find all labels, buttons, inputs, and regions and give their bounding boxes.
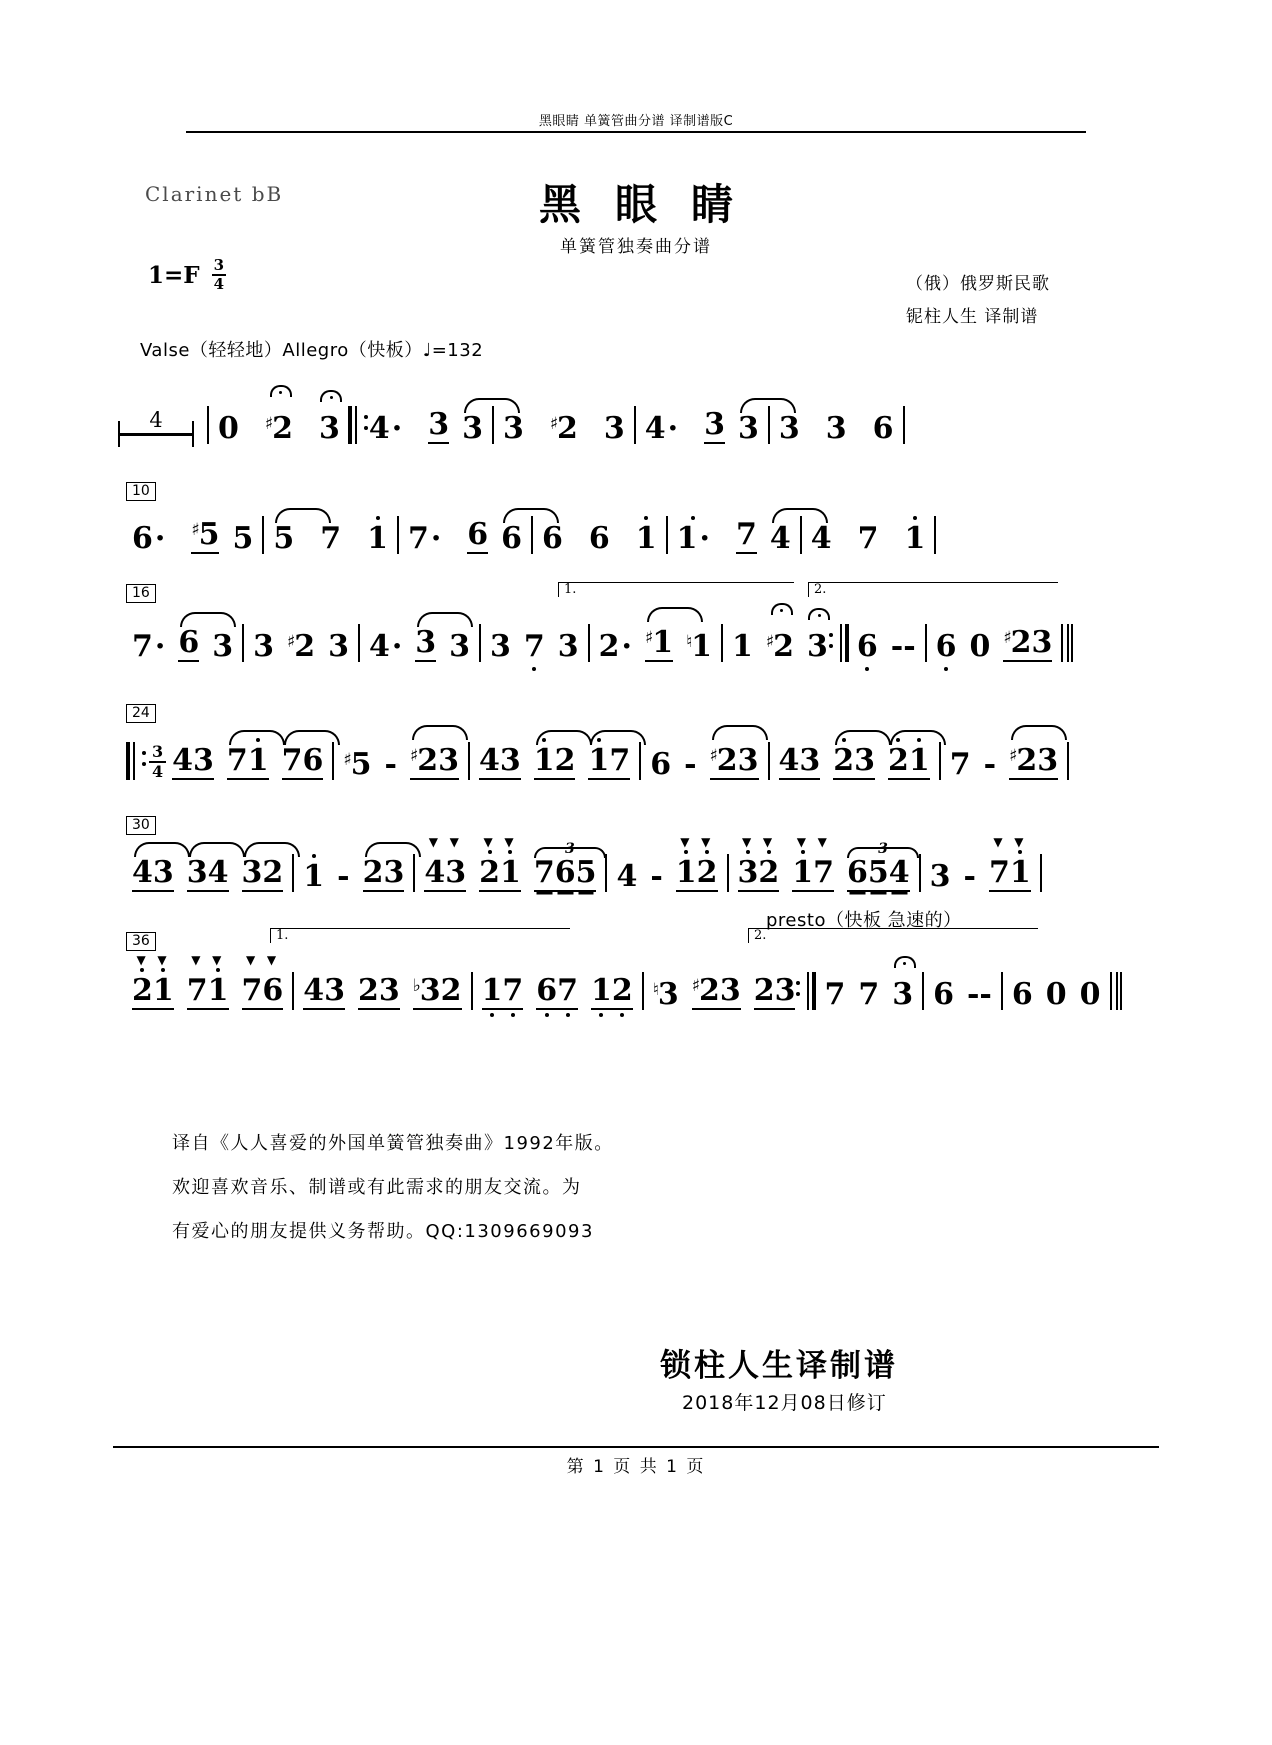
header-rule [186, 131, 1086, 133]
note: ♯2 [766, 627, 794, 662]
note: 4 · [645, 414, 678, 444]
note: 3 [193, 743, 214, 778]
triplet-bracket: 3 [847, 834, 919, 864]
note: 7 [557, 973, 579, 1008]
volta-bracket-1: 1. [270, 928, 570, 943]
note: 7 · [408, 524, 441, 554]
note: 2 [132, 973, 153, 1008]
barline [588, 624, 590, 662]
note: 2 [753, 973, 775, 1008]
note: 4 · [369, 632, 402, 662]
note: 3 [774, 973, 796, 1008]
note: 2 [358, 973, 379, 1008]
barline [666, 516, 668, 554]
note-extension: - [966, 977, 980, 1012]
note: 7 · [132, 632, 165, 662]
note: 3 [737, 743, 759, 778]
note-extension: - [979, 977, 992, 1012]
note: 7 [227, 746, 248, 780]
note: 6 [467, 517, 489, 552]
notes-block [172, 1122, 614, 1254]
note: 7 [858, 977, 880, 1012]
barline [292, 972, 294, 1010]
slur [647, 607, 703, 622]
note: 5 [232, 521, 254, 556]
final-barline [1061, 624, 1063, 662]
note-extension: - [337, 859, 350, 894]
notes-line-3: 有爱心的朋友提供义务帮助。QQ:1309669093 [172, 1221, 594, 1242]
note: 2 [888, 746, 909, 780]
barline [207, 406, 209, 444]
note: 7 [824, 977, 846, 1012]
note: 3 [807, 632, 828, 662]
repeat-end-barline [803, 972, 816, 1010]
note: 6 [872, 411, 894, 446]
note: 7 [186, 973, 208, 1008]
barline [531, 516, 533, 554]
note: 2 [696, 855, 718, 890]
barline [939, 742, 941, 780]
note: 6 [178, 628, 199, 662]
note: 1 [247, 743, 269, 778]
note: 5 [575, 855, 597, 890]
note: 3 [449, 629, 471, 664]
note: 3 [557, 629, 579, 664]
note: 1 [732, 629, 753, 664]
note: 2 [554, 743, 576, 778]
notes-line-2: 欢迎喜欢音乐、制谱或有此需求的朋友交流。为 [172, 1177, 582, 1198]
stave-line-4 [118, 705, 1154, 782]
note: 3 [253, 629, 274, 664]
note-extension: - [903, 629, 916, 664]
note: 3 [152, 855, 174, 890]
barline [413, 854, 415, 892]
barline [492, 406, 494, 444]
note: 7 [502, 973, 524, 1008]
note: 2 [262, 855, 284, 890]
barline [727, 854, 729, 892]
note: 4 · [369, 414, 402, 444]
barline [292, 854, 294, 892]
fermata-icon [894, 956, 916, 968]
note: 6 [536, 973, 558, 1008]
note: ♮3 [652, 977, 679, 1012]
slur [712, 725, 768, 740]
note: ♯5 [191, 517, 220, 552]
slur [180, 612, 236, 627]
slur [412, 725, 468, 740]
measure-number: 36 [126, 932, 156, 951]
note: 1 [207, 973, 229, 1008]
note: 3 [415, 628, 436, 662]
note: 7 [949, 747, 971, 782]
note: 3 [499, 743, 521, 778]
note: 7 [320, 521, 342, 556]
repeat-end-barline [836, 624, 849, 662]
note: 1 [908, 743, 930, 778]
time-signature-inline: $\frac{3}{4}$ [149, 744, 166, 780]
note: 7 [857, 521, 879, 556]
fermata-icon [771, 603, 793, 615]
note: ♯2 [549, 411, 578, 446]
note: 7 [523, 629, 545, 664]
subtitle: 单簧管独奏曲分谱 [560, 237, 712, 257]
note: 3 [324, 973, 345, 1008]
note: 3 [438, 743, 459, 778]
stave-line-2 [118, 483, 1154, 556]
note: 3 [929, 859, 951, 894]
barline [721, 624, 723, 662]
note: 4 [888, 855, 910, 890]
barline [925, 624, 927, 662]
measure-number: 16 [126, 584, 156, 603]
barline [768, 742, 770, 780]
repeat-start-barline [126, 742, 139, 780]
notes-line-1: 译自《人人喜爱的外国单簧管独奏曲》1992年版。 [172, 1133, 614, 1154]
note: 4 [810, 521, 832, 556]
measure-number: 24 [126, 704, 156, 723]
credits-block [906, 268, 1050, 334]
barline [634, 406, 636, 444]
note-extension: - [890, 629, 904, 664]
instrument-label: Clarinet bB [145, 182, 284, 206]
key-signature: 1=F [148, 261, 200, 289]
note: 3 6 [847, 858, 868, 892]
note: ♯2 [1003, 625, 1032, 660]
barline [934, 516, 936, 554]
note: 1 [534, 746, 555, 780]
note: 6 [933, 977, 954, 1012]
measure-number: 10 [126, 482, 156, 501]
stave-line-1 [118, 380, 1154, 444]
time-signature-denominator: 4 [213, 275, 225, 293]
note: 3 [212, 629, 234, 664]
note: 2 [440, 973, 462, 1008]
note: 6 [554, 855, 576, 890]
note: 3 [799, 743, 821, 778]
note: 3 [502, 411, 524, 446]
note: 3 [383, 855, 405, 890]
note: 3 [242, 858, 263, 892]
barline [358, 624, 360, 662]
note: ♯2 [691, 973, 720, 1008]
note: 4 [778, 743, 800, 778]
note-extension: - [963, 859, 976, 894]
note: 1 [303, 859, 325, 894]
note: 6 [588, 521, 610, 556]
credit-arranger: 铌柱人生 译制谱 [906, 307, 1039, 327]
note: 2 [479, 855, 500, 890]
note-extension: - [384, 747, 397, 782]
barline [242, 624, 244, 662]
fermata-icon [808, 608, 830, 620]
volta-bracket-1: 1. [558, 582, 794, 597]
multi-measure-rest [118, 408, 194, 444]
note: 1 [591, 973, 612, 1008]
note-extension: - [684, 747, 697, 782]
triplet-bracket: 3 [534, 834, 606, 864]
note: 3 [719, 973, 741, 1008]
note: 0 [218, 411, 239, 446]
page-footer: 第 1 页 共 1 页 [566, 1457, 706, 1477]
note: 3 [854, 743, 875, 778]
note: ♯2 [1009, 741, 1037, 780]
note: 6 [501, 524, 522, 554]
barline [1040, 854, 1042, 892]
barline [397, 516, 399, 554]
note: 3 [892, 980, 913, 1010]
note: 1 [152, 973, 174, 1008]
note: 6 [650, 747, 672, 782]
note: 6 [856, 629, 878, 664]
note: 3 [737, 855, 759, 890]
barline [468, 742, 470, 780]
note: 3 [445, 855, 467, 890]
footer-rule [113, 1446, 1159, 1448]
note: 4 [424, 855, 446, 890]
note: 1 [792, 855, 814, 890]
note: 3 [187, 858, 208, 892]
running-head: 黑眼睛 单簧管曲分谱 译制谱版C [538, 114, 734, 129]
note: 3 [378, 973, 400, 1008]
stave-line-6 [118, 928, 1154, 1012]
note: 2 [611, 973, 633, 1008]
note: 6 [935, 629, 957, 664]
note: ♯1 [645, 623, 673, 662]
note: 3 [428, 407, 450, 442]
barline [642, 972, 644, 1010]
note: 0 [1079, 977, 1101, 1012]
note: 1 [904, 521, 926, 556]
note: 6 [1011, 977, 1033, 1012]
note: 1 [588, 746, 609, 780]
note: 1 [635, 521, 657, 556]
presto-marking: presto（快板 急速的） [766, 910, 962, 931]
note: 7 [609, 743, 631, 778]
barline [768, 406, 770, 444]
signature-date: 2018年12月08日修订 [682, 1392, 887, 1414]
note: ♯2 [710, 741, 738, 780]
note: 4 [303, 973, 325, 1008]
note: 4 [132, 858, 153, 892]
note: 3 [490, 629, 511, 664]
key-and-time-signature [148, 258, 226, 292]
time-signature-numerator: 3 [213, 256, 225, 274]
barline [639, 742, 641, 780]
note: 6 [262, 973, 284, 1008]
time-signature [212, 258, 226, 292]
barline [922, 972, 924, 1010]
credit-composer: （俄）俄罗斯民歌 [906, 274, 1050, 294]
note: 3 [462, 414, 483, 444]
note: 3 [825, 411, 847, 446]
fermata-icon [270, 385, 292, 397]
note: 1 [675, 855, 697, 890]
note: 3 [738, 414, 759, 444]
note: ♮1 [686, 629, 713, 664]
note: 1 · [677, 524, 710, 554]
note: 7 [282, 746, 303, 780]
note: 7 [241, 973, 263, 1008]
note: ♯2 [410, 741, 438, 780]
note: 4 [172, 743, 194, 778]
note: 1 [481, 973, 503, 1008]
note: 0 [1045, 977, 1067, 1012]
barline [800, 516, 802, 554]
signature: 锁柱人生译制谱 [660, 1348, 898, 1384]
note: ♯2 [265, 409, 293, 444]
note: 0 [969, 629, 991, 664]
barline [262, 516, 264, 554]
note: 5 [273, 524, 294, 554]
stave-line-5 [118, 817, 1154, 894]
note: 3 7 [534, 858, 555, 892]
barline [332, 742, 334, 780]
note: 4 [207, 855, 229, 890]
note: 6 [302, 743, 324, 778]
note: 6 [542, 521, 563, 556]
repeat-start-barline [348, 406, 361, 444]
note: 4 [616, 859, 638, 894]
note: 3 [319, 414, 340, 444]
note: 3 [704, 407, 725, 442]
barline [1001, 972, 1003, 1010]
note: 2 [758, 855, 780, 890]
note: 1 [367, 521, 388, 556]
note: ♭3 [412, 973, 441, 1008]
volta-bracket-2: 2. [748, 928, 1038, 943]
final-barline [1110, 972, 1112, 1010]
fermata-icon [320, 390, 342, 402]
volta-bracket-2: 2. [808, 582, 1058, 597]
note: 7 [813, 855, 835, 890]
note: 4 [770, 524, 791, 554]
slur [417, 612, 473, 627]
note: 1 [1009, 855, 1031, 890]
note: 2 · [599, 632, 632, 662]
note: 6 · [132, 524, 165, 554]
stave-line-3 [118, 582, 1154, 664]
page-title: 黑眼睛 [538, 180, 767, 229]
note-extension: - [983, 747, 997, 782]
note: 5 [867, 855, 889, 890]
tempo-marking: Valse（轻轻地）Allegro（快板）♩=132 [140, 340, 484, 361]
rest-count: 4 [149, 408, 163, 432]
note: 2 [833, 746, 854, 780]
note: 4 [478, 743, 500, 778]
note: ♯2 [286, 629, 316, 664]
note: 3 [778, 411, 800, 446]
note: 7 [735, 517, 757, 552]
note-extension: - [650, 859, 663, 894]
note: 1 [499, 855, 521, 890]
note: 2 [363, 858, 384, 892]
barline [1067, 742, 1069, 780]
note: 3 [328, 629, 349, 664]
barline [479, 624, 481, 662]
note: ♯5 [343, 747, 372, 782]
note: 3 [1037, 743, 1059, 778]
note: 7 [988, 855, 1010, 890]
note: 3 [603, 411, 625, 446]
measure-number: 30 [126, 816, 156, 835]
barline [471, 972, 473, 1010]
barline [903, 406, 905, 444]
slur [1011, 725, 1067, 740]
note: 3 [1031, 625, 1053, 660]
